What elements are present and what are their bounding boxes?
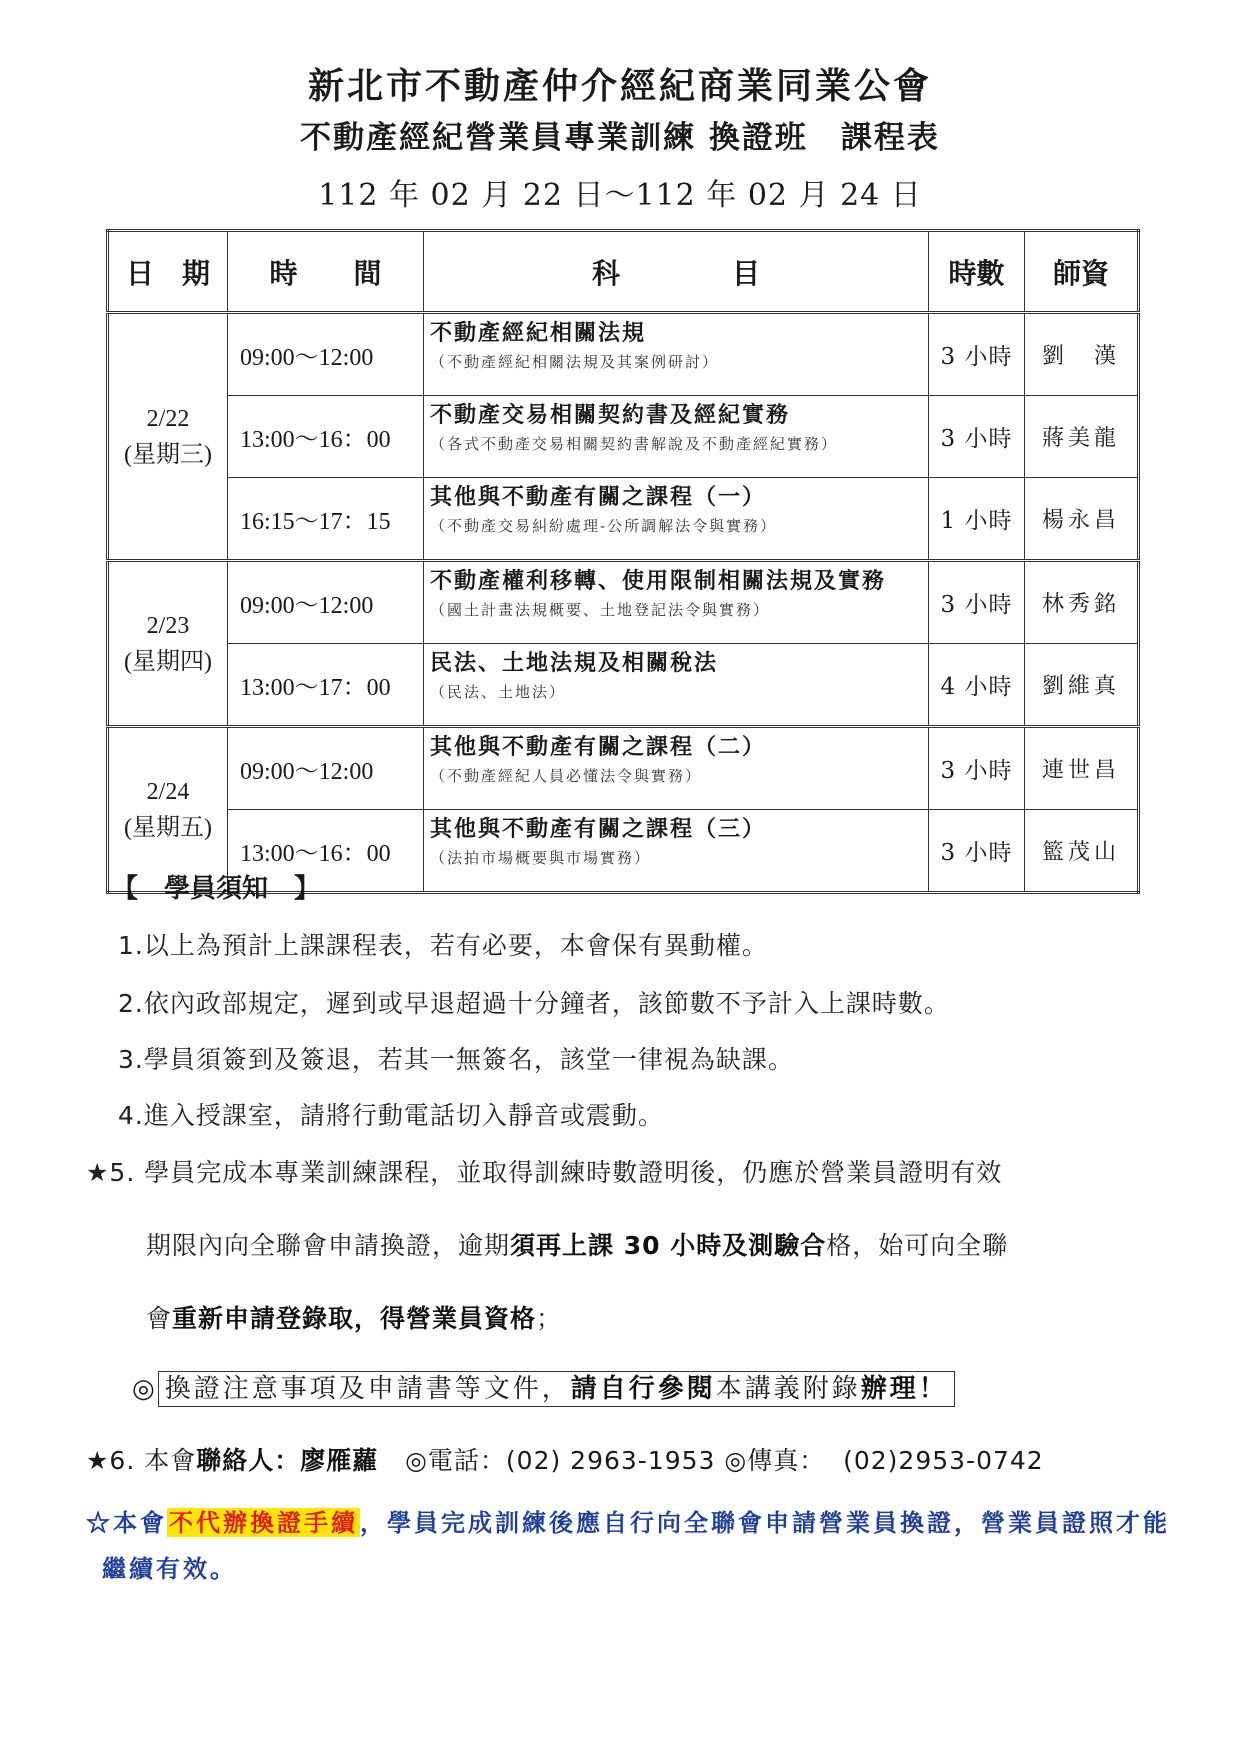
session-subject: [424, 727, 929, 810]
table-row: [108, 727, 1139, 810]
day-weekday: (星期四): [124, 648, 212, 675]
session-time: 16:15～17：15: [228, 478, 424, 561]
session-subject: [424, 644, 929, 727]
session-hours: 3 小時: [929, 313, 1025, 396]
session-hours: 1 小時: [929, 478, 1025, 561]
rule-5-text: 會: [146, 1304, 173, 1333]
session-teacher: 劉維真: [1025, 644, 1139, 727]
day-cell: [108, 561, 228, 727]
subject-note: （民法、土地法）: [430, 683, 567, 701]
subject-title: 不動產權利移轉、使用限制相關法規及實務: [430, 568, 887, 594]
session-hours: 3 小時: [929, 396, 1025, 478]
session-teacher: 劉 漢: [1025, 313, 1139, 396]
warning-text: ☆本會: [86, 1508, 167, 1537]
header-date: 日 期: [108, 231, 228, 313]
rule-5-emphasis: 須再上課 30 小時及測驗合: [510, 1231, 827, 1260]
session-subject: [424, 561, 929, 644]
contact-person: 聯絡人：廖雁蘿: [196, 1446, 379, 1475]
course-subtitle: 不動產經紀營業員專業訓練 換證班 課程表: [300, 120, 940, 156]
table-row: [108, 644, 1139, 727]
session-time: 09:00～12:00: [228, 561, 424, 644]
header-hours: 時數: [929, 231, 1025, 313]
subject-title: 其他與不動產有關之課程（三）: [430, 816, 767, 842]
notice-rule-5-line-1: [86, 1153, 1002, 1189]
table-row: [108, 561, 1139, 644]
session-time: 13:00～16：00: [228, 396, 424, 478]
notice-rule-5-line-2: [146, 1226, 1008, 1262]
session-teacher: 林秀銘: [1025, 561, 1139, 644]
schedule-table: [106, 229, 1140, 894]
circle-mark-icon: ◎: [132, 1374, 158, 1404]
day-weekday: (星期三): [124, 441, 212, 468]
day-cell: [108, 313, 228, 561]
session-time: 13:00～16：00: [228, 810, 424, 893]
rule-5-text: 格，始可向全聯: [826, 1231, 1009, 1260]
reference-note: [132, 1368, 955, 1405]
subject-note: （各式不動產交易相關契約書解說及不動產經紀實務）: [430, 435, 839, 453]
table-row: [108, 478, 1139, 561]
contact-phone: ◎電話：(02) 2963-1953: [405, 1446, 716, 1475]
contact-line: [86, 1441, 1044, 1477]
header-subject: 科 目: [424, 231, 929, 313]
reference-emphasis: 辦理！: [860, 1374, 948, 1404]
session-time: 09:00～12:00: [228, 727, 424, 810]
session-teacher: 連世昌: [1025, 727, 1139, 810]
warning-highlight: 不代辦換證手續: [169, 1508, 358, 1537]
notice-rule-2: 2.依內政部規定，遲到或早退超過十分鐘者，該節數不予計入上課時數。: [118, 989, 950, 1018]
reference-text: 本講義附錄: [715, 1374, 861, 1404]
day-date: 2/22: [146, 405, 190, 432]
notice-title: 【 學員須知 】: [112, 874, 321, 904]
reference-box: [158, 1371, 955, 1407]
warning-note: [86, 1500, 1176, 1592]
notice-rule-1: 1.以上為預計上課課程表，若有必要，本會保有異動權。: [118, 931, 768, 960]
warning-text-line-2: 繼續有效。: [102, 1554, 237, 1583]
session-hours: 3 小時: [929, 810, 1025, 893]
subject-note: （國土計畫法規概要、土地登記法令與實務）: [430, 601, 771, 619]
session-time: 09:00～12:00: [228, 313, 424, 396]
session-hours: 3 小時: [929, 727, 1025, 810]
reference-text: 換證注意事項及申請書等文件，: [164, 1374, 571, 1404]
session-teacher: 蔣美龍: [1025, 396, 1139, 478]
session-subject: [424, 810, 929, 893]
subject-title: 不動產經紀相關法規: [430, 320, 647, 346]
day-date: 2/23: [146, 612, 190, 639]
subject-title: 民法、土地法規及相關稅法: [430, 650, 719, 676]
session-hours: 3 小時: [929, 561, 1025, 644]
star-prefix: ★5.: [86, 1158, 136, 1187]
subject-note: （不動產交易糾紛處理-公所調解法令與實務）: [430, 517, 778, 535]
rule-5-text: 期限內向全聯會申請換證，逾期: [146, 1231, 511, 1260]
subject-note: （不動產經紀相關法規及其案例研討）: [430, 353, 720, 371]
notice-rule-4: 4.進入授課室，請將行動電話切入靜音或震動。: [118, 1101, 664, 1130]
contact-fax: ◎傳真： (02)2953-0742: [724, 1446, 1044, 1475]
star-prefix: ★6.: [86, 1446, 136, 1475]
session-subject: [424, 313, 929, 396]
table-header-row: [108, 231, 1139, 313]
table-row: [108, 396, 1139, 478]
session-subject: [424, 396, 929, 478]
subject-note: （法拍市場概要與市場實務）: [430, 849, 652, 867]
notice-rule-3: 3.學員須簽到及簽退，若其一無簽名，該堂一律視為缺課。: [118, 1045, 794, 1074]
organization-title: 新北市不動產仲介經紀商業同業公會: [307, 65, 932, 107]
reference-emphasis: 請自行參閱: [570, 1374, 716, 1404]
session-hours: 4 小時: [929, 644, 1025, 727]
rule-5-text: 學員完成本專業訓練課程，並取得訓練時數證明後，仍應於營業員證明有效: [144, 1158, 1003, 1187]
rule-5-text: ；: [536, 1304, 563, 1333]
subject-title: 不動產交易相關契約書及經紀實務: [430, 402, 791, 428]
date-range: 112 年 02 月 22 日～112 年 02 月 24 日: [318, 178, 922, 213]
warning-text: ，學員完成訓練後應自行向全聯會申請營業員換證，營業員證照才能: [360, 1508, 1170, 1537]
session-time: 13:00～17：00: [228, 644, 424, 727]
rule-5-emphasis: 重新申請登錄取，得營業員資格: [172, 1304, 537, 1333]
header-teacher: 師資: [1025, 231, 1139, 313]
session-teacher: 籃茂山: [1025, 810, 1139, 893]
subject-title: 其他與不動產有關之課程（一）: [430, 484, 767, 510]
contact-label: 本會: [144, 1446, 197, 1475]
subject-title: 其他與不動產有關之課程（二）: [430, 734, 767, 760]
day-weekday: (星期五): [124, 814, 212, 841]
session-teacher: 楊永昌: [1025, 478, 1139, 561]
header-time: 時 間: [228, 231, 424, 313]
session-subject: [424, 478, 929, 561]
subject-note: （不動產經紀人員必懂法令與實務）: [430, 767, 703, 785]
table-row: [108, 313, 1139, 396]
notice-rule-5-line-3: [146, 1299, 562, 1335]
day-date: 2/24: [146, 778, 190, 805]
